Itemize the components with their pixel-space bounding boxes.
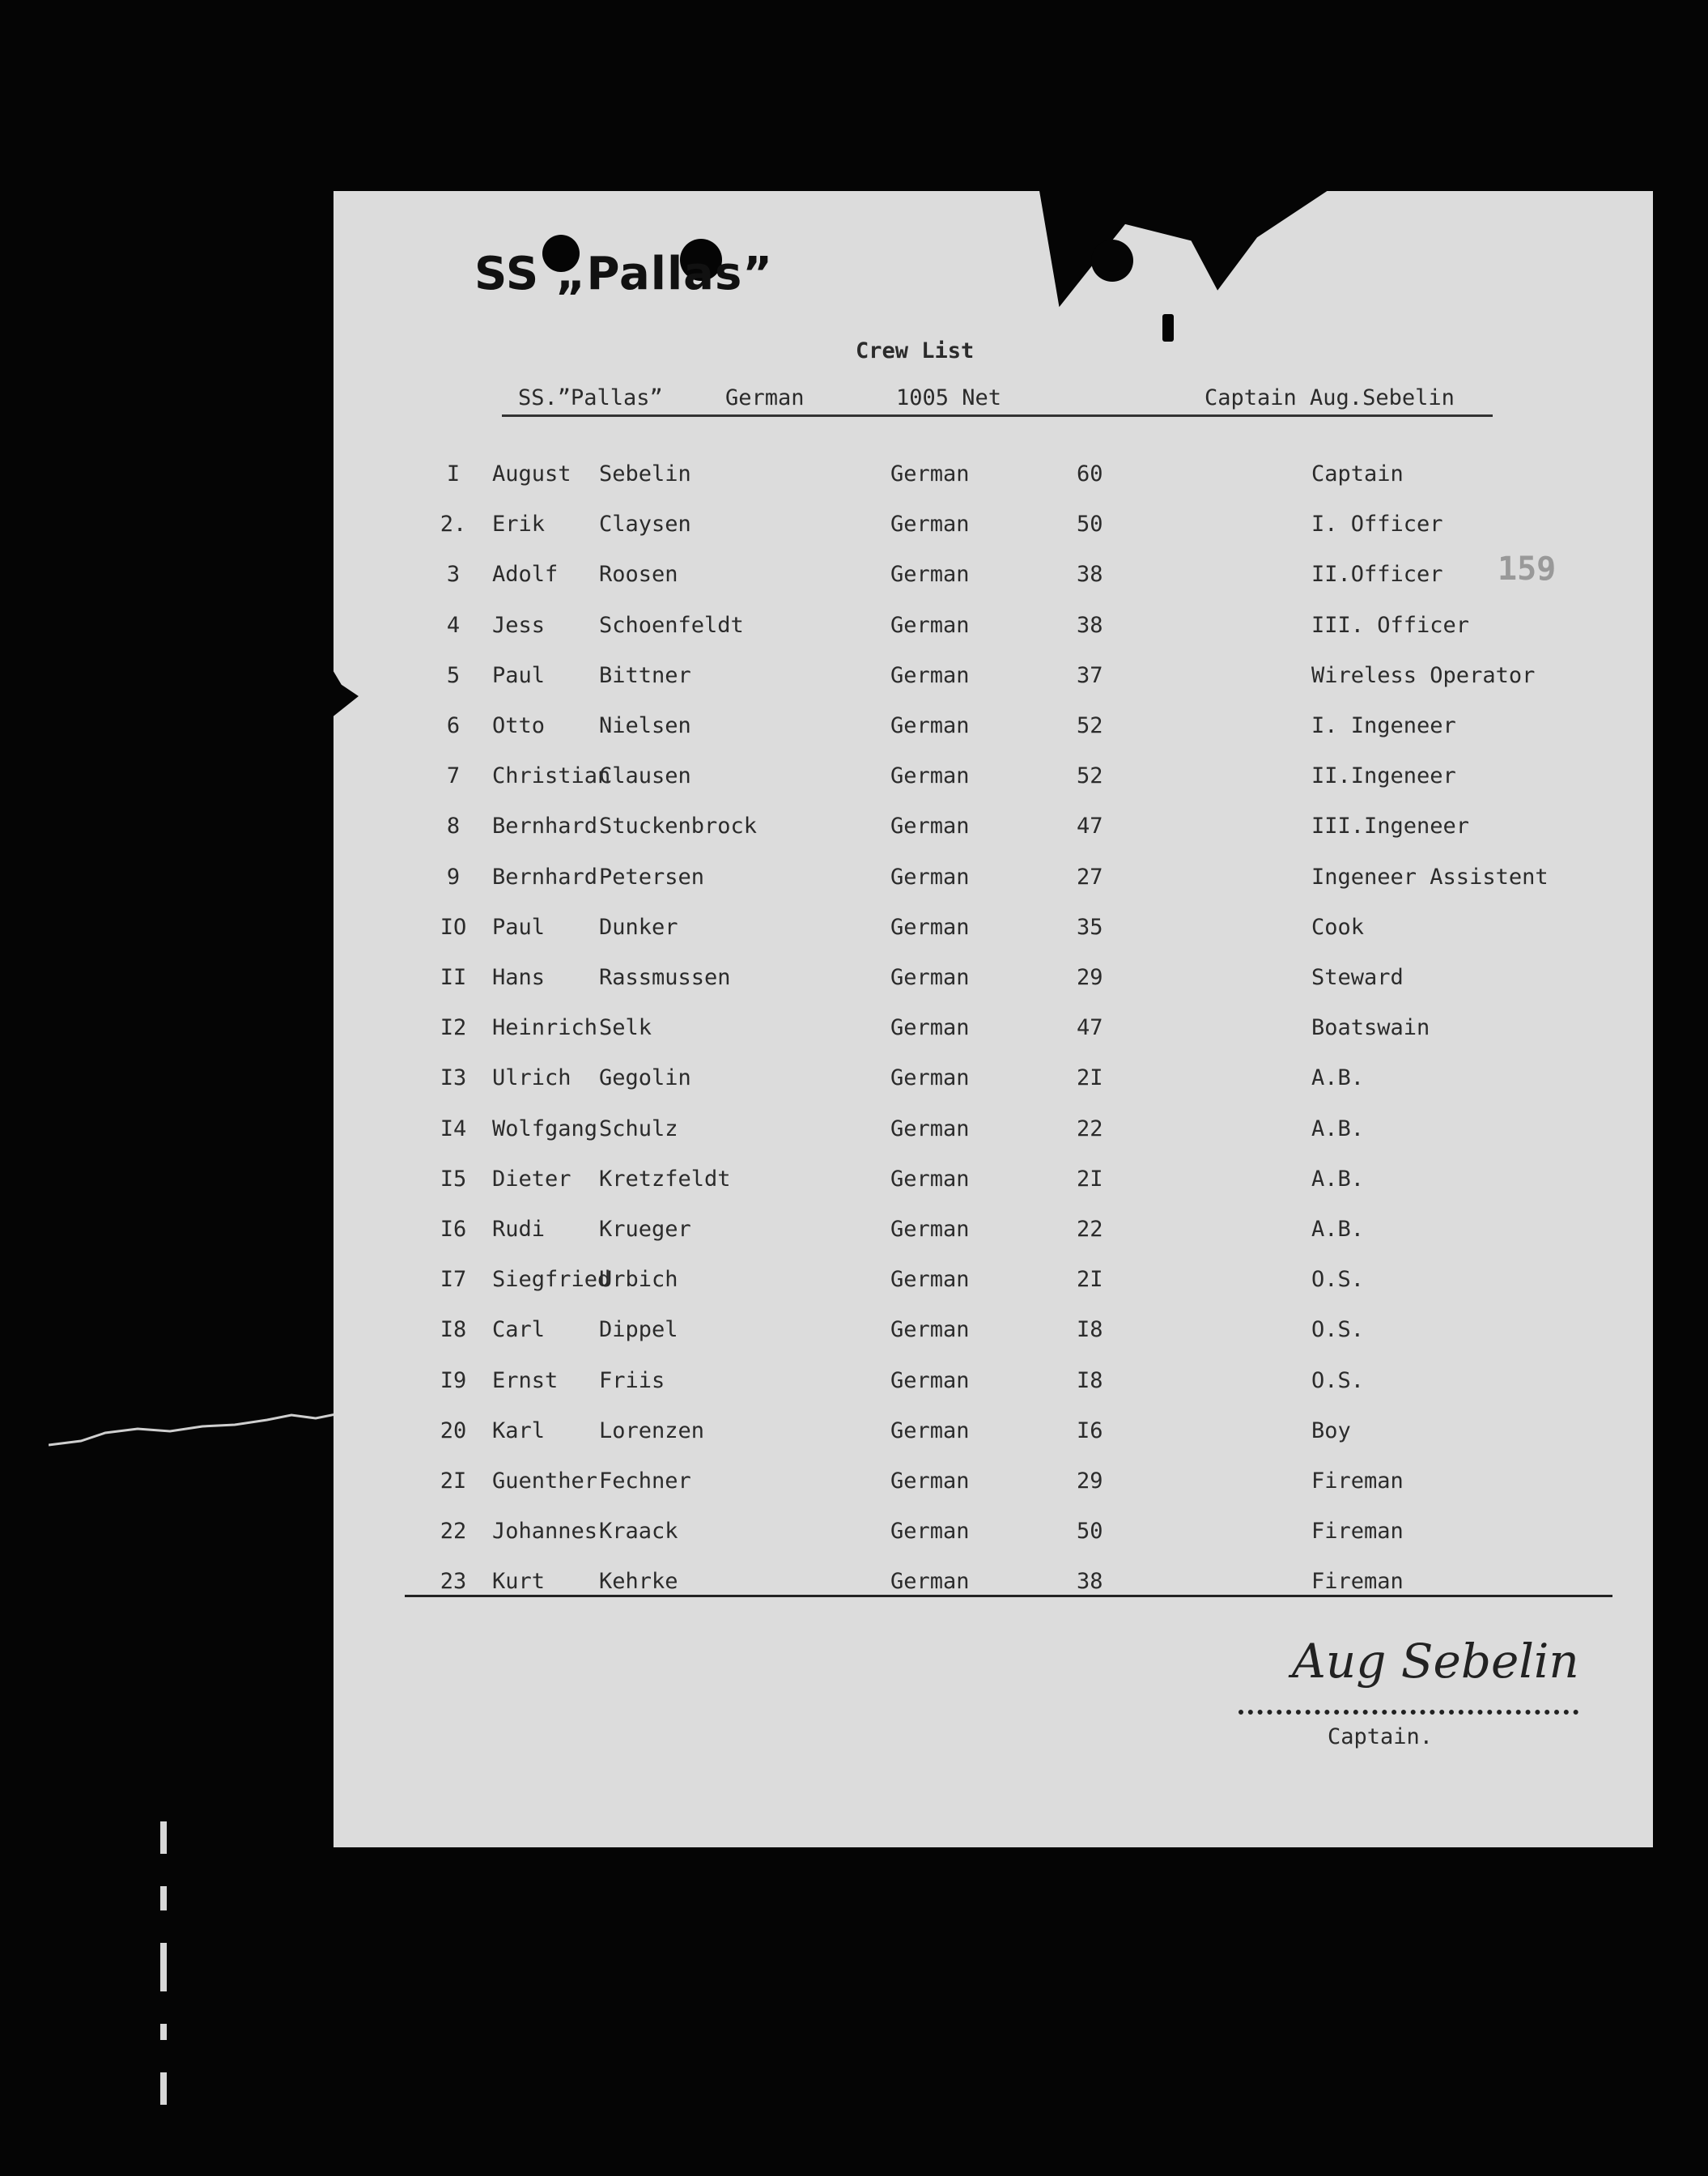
crew-nationality: German <box>890 1267 970 1293</box>
crew-first-name: Heinrich <box>492 1015 598 1041</box>
crew-age: 38 <box>1077 562 1103 588</box>
signature-caption: Captain. <box>1328 1724 1434 1749</box>
crew-rank: Steward <box>1311 965 1404 990</box>
crew-row <box>405 613 1603 645</box>
crew-number: I9 <box>440 1367 467 1393</box>
crew-number: I5 <box>440 1166 467 1192</box>
crew-first-name: Ulrich <box>492 1065 571 1091</box>
crew-number: 6 <box>446 713 461 738</box>
crew-number: 23 <box>440 1569 467 1595</box>
crew-number: I3 <box>440 1065 467 1091</box>
crew-age: I8 <box>1077 1317 1103 1343</box>
crew-rank: I. Officer <box>1311 512 1443 538</box>
crew-nationality: German <box>890 1569 970 1595</box>
signature-line <box>1239 1710 1578 1715</box>
crew-nationality: German <box>890 914 970 940</box>
crew-row <box>405 1317 1603 1349</box>
crew-nationality: German <box>890 1468 970 1494</box>
crew-rank: I. Ingeneer <box>1311 713 1456 738</box>
crew-row <box>405 1368 1603 1400</box>
crew-nationality: German <box>890 1367 970 1393</box>
ship-master: Captain Aug.Sebelin <box>1205 385 1455 410</box>
crew-first-name: Hans <box>492 965 546 990</box>
crew-row <box>405 763 1603 796</box>
crew-last-name: Kraack <box>599 1519 678 1545</box>
punch-hole <box>1091 240 1133 282</box>
crew-last-name: Dunker <box>599 914 678 940</box>
crew-last-name: Sebelin <box>599 461 691 487</box>
crew-row <box>405 1468 1603 1501</box>
crew-row <box>405 1519 1603 1551</box>
crew-number: II <box>440 965 467 990</box>
crew-age: 2I <box>1077 1166 1103 1192</box>
crew-rank: O.S. <box>1311 1317 1365 1343</box>
crew-first-name: Guenther <box>492 1468 598 1494</box>
crew-age: 38 <box>1077 1569 1103 1595</box>
crew-nationality: German <box>890 461 970 487</box>
crew-age: 27 <box>1077 864 1103 890</box>
crew-row <box>405 1015 1603 1048</box>
crew-nationality: German <box>890 612 970 638</box>
film-edge-marks <box>154 1821 178 2113</box>
ship-name: SS.”Pallas” <box>518 385 663 410</box>
crew-number: I2 <box>440 1015 467 1041</box>
crew-first-name: Ernst <box>492 1367 559 1393</box>
crew-first-name: Erik <box>492 512 546 538</box>
crew-age: 37 <box>1077 662 1103 688</box>
crew-nationality: German <box>890 562 970 588</box>
crew-last-name: Nielsen <box>599 713 691 738</box>
crew-rank: Fireman <box>1311 1569 1404 1595</box>
crew-last-name: Clausen <box>599 763 691 789</box>
crew-age: 52 <box>1077 763 1103 789</box>
crew-number: 8 <box>446 814 461 839</box>
crew-age: 52 <box>1077 713 1103 738</box>
crew-rank: A.B. <box>1311 1217 1365 1242</box>
crew-age: 2I <box>1077 1267 1103 1293</box>
crew-age: 22 <box>1077 1116 1103 1141</box>
crew-age: 22 <box>1077 1217 1103 1242</box>
crew-first-name: Dieter <box>492 1166 571 1192</box>
crew-number: I6 <box>440 1217 467 1242</box>
crew-row <box>405 1167 1603 1199</box>
crew-row <box>405 865 1603 897</box>
crew-nationality: German <box>890 965 970 990</box>
crew-first-name: Paul <box>492 662 546 688</box>
crew-age: 38 <box>1077 612 1103 638</box>
crew-last-name: Krueger <box>599 1217 691 1242</box>
crew-first-name: Bernhard <box>492 864 598 890</box>
crew-age: 50 <box>1077 1519 1103 1545</box>
crew-row <box>405 915 1603 947</box>
crew-row <box>405 663 1603 695</box>
crew-last-name: Lorenzen <box>599 1417 705 1443</box>
crew-last-name: Claysen <box>599 512 691 538</box>
crew-last-name: Friis <box>599 1367 665 1393</box>
crew-last-name: Petersen <box>599 864 705 890</box>
crew-row <box>405 512 1603 544</box>
crew-nationality: German <box>890 1065 970 1091</box>
crew-nationality: German <box>890 814 970 839</box>
crew-rank: A.B. <box>1311 1116 1365 1141</box>
handwritten-title: SS „Pallas” <box>474 248 774 300</box>
crew-number: 7 <box>446 763 461 789</box>
crew-row <box>405 1217 1603 1249</box>
crew-rank: Cook <box>1311 914 1365 940</box>
crew-last-name: Kretzfeldt <box>599 1166 731 1192</box>
crew-number: I <box>446 461 461 487</box>
crew-row <box>405 1267 1603 1299</box>
punch-hole <box>1162 314 1174 342</box>
crew-number: 22 <box>440 1519 467 1545</box>
page-stamp-number: 159 <box>1498 550 1557 588</box>
crew-number: I8 <box>440 1317 467 1343</box>
crew-first-name: Johannes <box>492 1519 598 1545</box>
crew-age: I8 <box>1077 1367 1103 1393</box>
crew-row <box>405 1065 1603 1098</box>
crew-number: I4 <box>440 1116 467 1141</box>
crew-rank: II.Officer <box>1311 562 1443 588</box>
ship-line <box>405 384 1493 416</box>
crew-first-name: August <box>492 461 571 487</box>
crew-nationality: German <box>890 662 970 688</box>
crew-age: 29 <box>1077 1468 1103 1494</box>
crew-rank: Boatswain <box>1311 1015 1430 1041</box>
crew-row <box>405 965 1603 997</box>
crew-number: 9 <box>446 864 461 890</box>
crew-nationality: German <box>890 713 970 738</box>
crew-row <box>405 713 1603 746</box>
crew-age: 47 <box>1077 1015 1103 1041</box>
crew-age: I6 <box>1077 1417 1103 1443</box>
crew-first-name: Carl <box>492 1317 546 1343</box>
crew-first-name: Wolfgang <box>492 1116 598 1141</box>
crew-first-name: Karl <box>492 1417 546 1443</box>
crew-last-name: Gegolin <box>599 1065 691 1091</box>
crew-last-name: Schulz <box>599 1116 678 1141</box>
crew-last-name: Kehrke <box>599 1569 678 1595</box>
crew-first-name: Otto <box>492 713 546 738</box>
crew-rank: O.S. <box>1311 1367 1365 1393</box>
crew-last-name: Roosen <box>599 562 678 588</box>
crew-nationality: German <box>890 864 970 890</box>
crew-row <box>405 1116 1603 1149</box>
crew-number: 20 <box>440 1417 467 1443</box>
crew-number: 2I <box>440 1468 467 1494</box>
crew-row <box>405 814 1603 846</box>
crew-row <box>405 1418 1603 1451</box>
crew-row <box>405 461 1603 494</box>
crew-last-name: Fechner <box>599 1468 691 1494</box>
crew-rank: III. Officer <box>1311 612 1470 638</box>
crew-rank: Captain <box>1311 461 1404 487</box>
crew-rank: O.S. <box>1311 1267 1365 1293</box>
crew-nationality: German <box>890 512 970 538</box>
crew-age: 29 <box>1077 965 1103 990</box>
ship-nationality: German <box>725 385 805 410</box>
crew-rank: Boy <box>1311 1417 1351 1443</box>
document-heading: Crew List <box>856 338 975 363</box>
crew-rank: III.Ingeneer <box>1311 814 1470 839</box>
captain-signature: Aug Sebelin <box>1292 1634 1579 1689</box>
crew-rank: A.B. <box>1311 1065 1365 1091</box>
crew-number: IO <box>440 914 467 940</box>
crew-last-name: Rassmussen <box>599 965 731 990</box>
crew-rank: Fireman <box>1311 1468 1404 1494</box>
crew-age: 2I <box>1077 1065 1103 1091</box>
crew-nationality: German <box>890 763 970 789</box>
crew-last-name: Selk <box>599 1015 652 1041</box>
crew-first-name: Bernhard <box>492 814 598 839</box>
crew-row <box>405 562 1603 594</box>
crew-last-name: Stuckenbrock <box>599 814 758 839</box>
table-bottom-rule <box>405 1595 1612 1597</box>
crew-last-name: Urbich <box>599 1267 678 1293</box>
crew-nationality: German <box>890 1519 970 1545</box>
crew-number: 3 <box>446 562 461 588</box>
crew-last-name: Bittner <box>599 662 691 688</box>
crew-number: 2. <box>440 512 467 538</box>
crew-age: 35 <box>1077 914 1103 940</box>
crew-nationality: German <box>890 1166 970 1192</box>
crew-rank: Wireless Operator <box>1311 662 1536 688</box>
crew-first-name: Rudi <box>492 1217 546 1242</box>
crew-age: 50 <box>1077 512 1103 538</box>
crew-rank: A.B. <box>1311 1166 1365 1192</box>
crew-nationality: German <box>890 1116 970 1141</box>
paper-crack-mark <box>49 1409 340 1457</box>
crew-first-name: Christian <box>492 763 611 789</box>
crew-nationality: German <box>890 1217 970 1242</box>
crew-rank: Ingeneer Assistent <box>1311 864 1549 890</box>
crew-first-name: Jess <box>492 612 546 638</box>
crew-rank: Fireman <box>1311 1519 1404 1545</box>
crew-first-name: Paul <box>492 914 546 940</box>
crew-first-name: Siegfried <box>492 1267 611 1293</box>
ship-tonnage: 1005 Net <box>896 385 1002 410</box>
crew-number: I7 <box>440 1267 467 1293</box>
crew-number: 5 <box>446 662 461 688</box>
crew-age: 47 <box>1077 814 1103 839</box>
crew-last-name: Schoenfeldt <box>599 612 744 638</box>
crew-number: 4 <box>446 612 461 638</box>
crew-first-name: Adolf <box>492 562 559 588</box>
crew-last-name: Dippel <box>599 1317 678 1343</box>
crew-nationality: German <box>890 1417 970 1443</box>
crew-age: 60 <box>1077 461 1103 487</box>
crew-nationality: German <box>890 1317 970 1343</box>
crew-rank: II.Ingeneer <box>1311 763 1456 789</box>
crew-first-name: Kurt <box>492 1569 546 1595</box>
crew-nationality: German <box>890 1015 970 1041</box>
ship-line-underline <box>502 414 1493 417</box>
